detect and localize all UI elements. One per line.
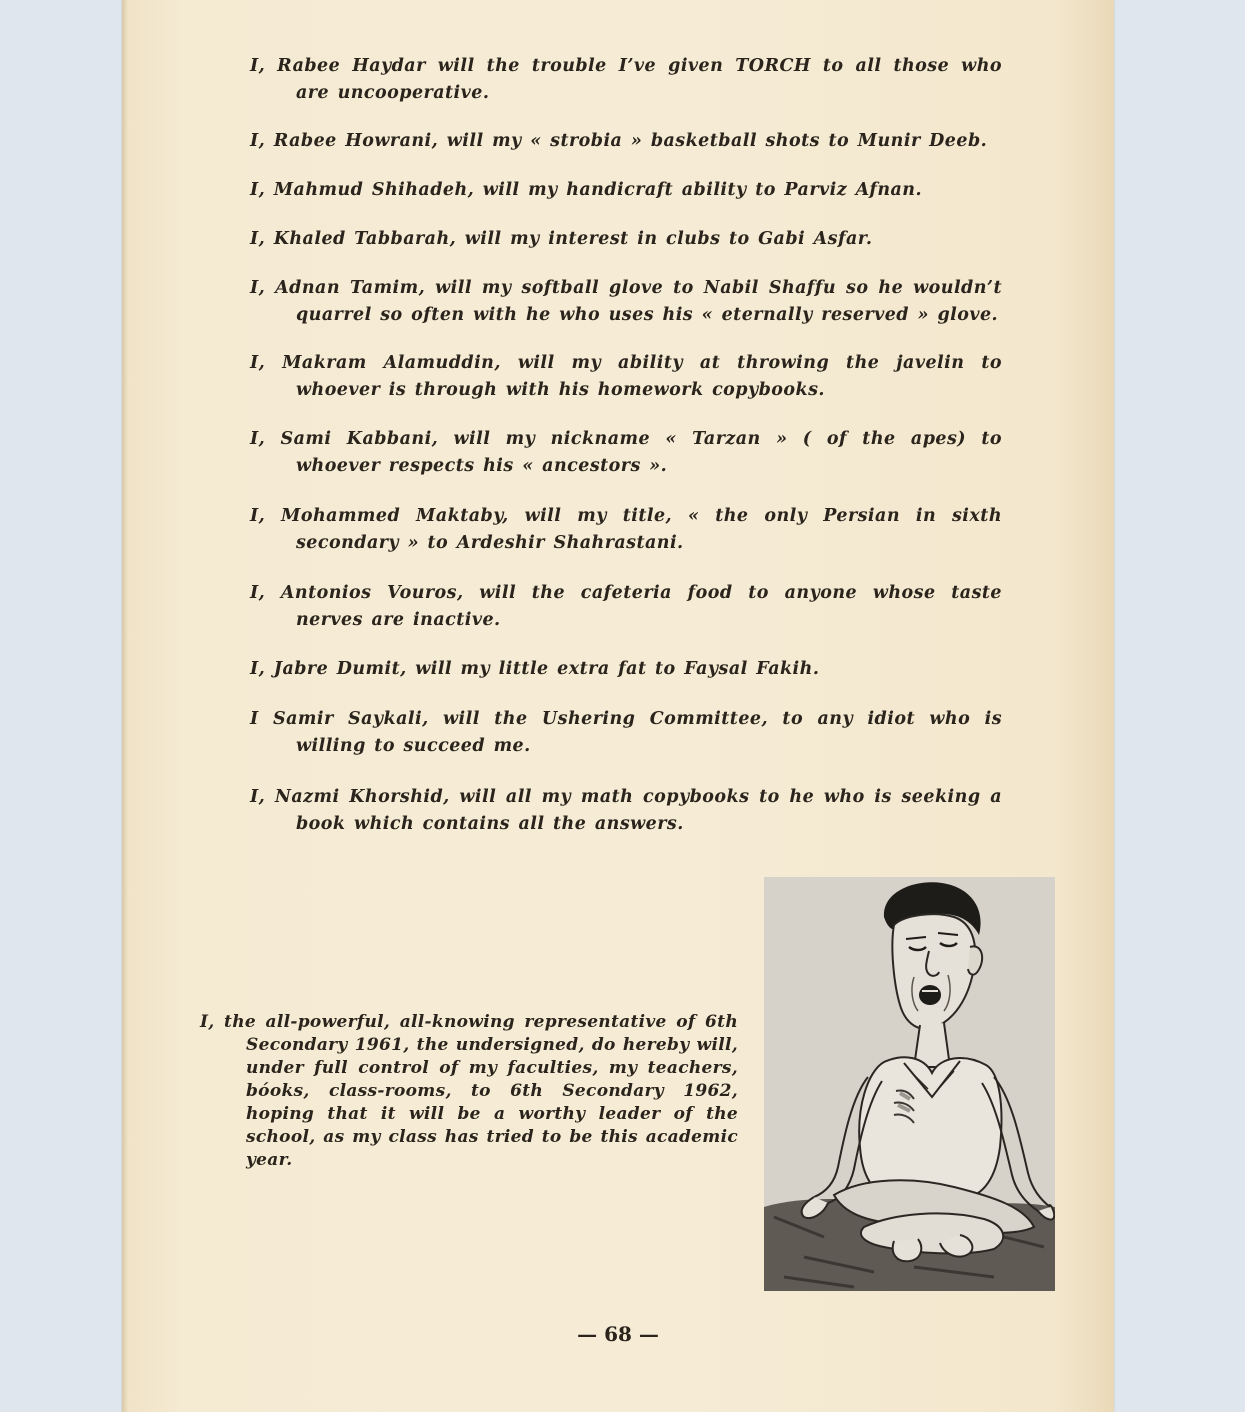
- closing-statement: I, the all-powerful, all-knowing representative of 6th Secondary 1961, the undersigned, do hereby will, under full control of my faculties, my teachers, bóoks, class-rooms, to 6th Secondary 1962, hoping that it will be a worthy leader of the school, as my class has tried to be this academic year.: [200, 1012, 738, 1170]
- will-entry-2: I, Rabee Howrani, will my « strobia » basketball shots to Munir Deeb.: [250, 131, 988, 151]
- page-number: — 68 —: [577, 1322, 659, 1346]
- will-entry-10: I, Jabre Dumit, will my little extra fat to Faysal Fakih.: [250, 659, 820, 679]
- will-entry-6: I, Makram Alamuddin, will my ability at throwing the javelin to whoever is through with his homework copybooks.: [250, 353, 1002, 400]
- will-entry-1: I, Rabee Haydar will the trouble I’ve given TORCH to all those who are uncooperative.: [250, 56, 1002, 103]
- will-entry-8: I, Mohammed Maktaby, will my title, « the only Persian in sixth secondary » to Ardeshir Shahrastani.: [250, 506, 1002, 553]
- document-page: [122, 0, 1114, 1412]
- caricature-drawing: [764, 877, 1055, 1291]
- will-entry-3: I, Mahmud Shihadeh, will my handicraft ability to Parviz Afnan.: [250, 180, 923, 200]
- will-entry-7: I, Sami Kabbani, will my nickname « Tarzan » ( of the apes) to whoever respects his « ancestors ».: [250, 429, 1002, 476]
- will-entry-12: I, Nazmi Khorshid, will all my math copybooks to he who is seeking a book which contains all the answers.: [250, 787, 1002, 834]
- will-entry-4: I, Khaled Tabbarah, will my interest in clubs to Gabi Asfar.: [250, 229, 873, 249]
- page-edge: [122, 0, 128, 1412]
- caricature-illustration: [764, 877, 1055, 1291]
- will-entry-5: I, Adnan Tamim, will my softball glove to Nabil Shaffu so he wouldn’t quarrel so often with he who uses his « eternally reserved » glove.: [250, 278, 1002, 325]
- will-entry-9: I, Antonios Vouros, will the cafeteria food to anyone whose taste nerves are inactive.: [250, 583, 1002, 630]
- will-entry-11: I Samir Saykali, will the Ushering Committee, to any idiot who is willing to succeed me.: [250, 709, 1002, 756]
